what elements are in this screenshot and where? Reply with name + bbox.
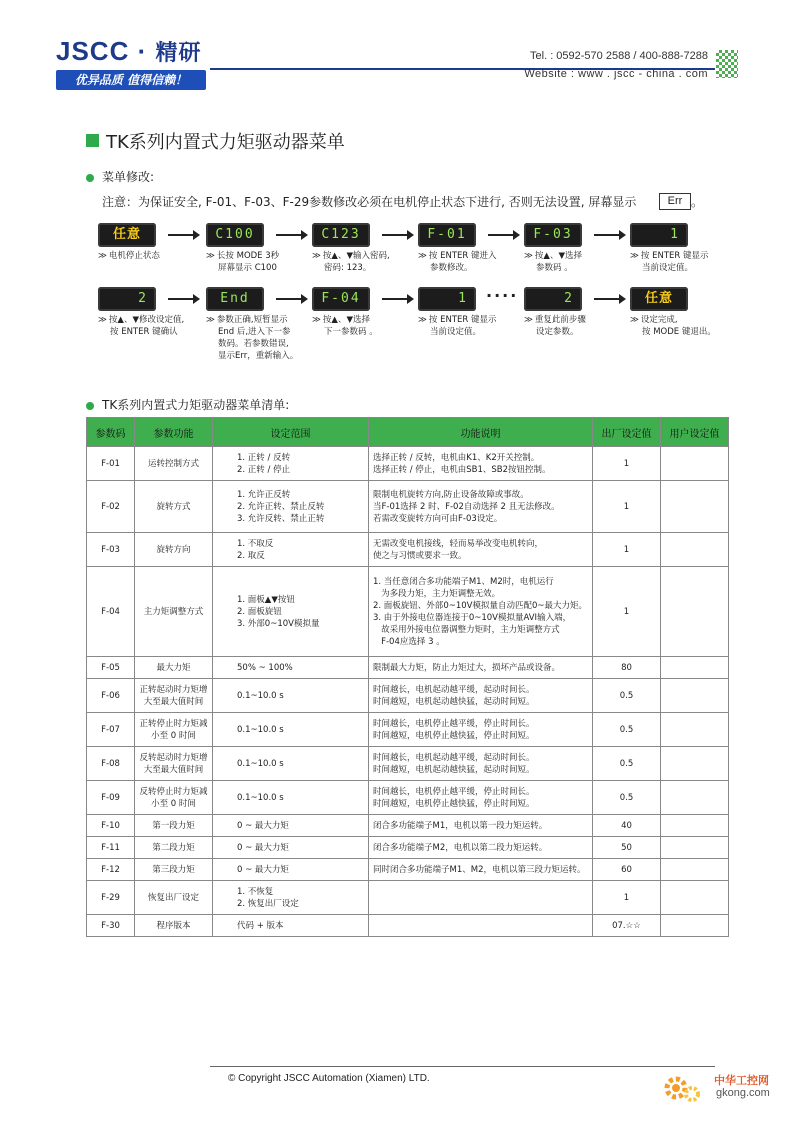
description-line: 限制电机旋转方向,防止设备故障或事故。 <box>373 489 529 500</box>
arrow-right-icon <box>276 298 306 300</box>
column-header: 用户设定值 <box>661 418 729 447</box>
cell-range <box>213 781 369 815</box>
flow-dots: ···· <box>486 286 519 305</box>
flow-caption <box>206 250 279 274</box>
range-line: 2. 取反 <box>237 550 265 561</box>
column-header: 参数功能 <box>135 418 213 447</box>
description-line: 闭合多功能端子M2，电机以第二段力矩运转。 <box>373 842 548 853</box>
description-line: 时间越长，电机起动越平缓，起动时间长。 <box>373 684 535 695</box>
arrow-right-icon <box>488 234 518 236</box>
chevron-right-icon: ≫ <box>630 315 639 325</box>
cell-range <box>213 837 369 859</box>
cell-user-value <box>661 859 729 881</box>
chevron-right-icon: ≫ <box>98 315 107 325</box>
cell-default: 50 <box>593 837 661 859</box>
cell-code: F-11 <box>87 837 135 859</box>
caption-line: 参数码 。 <box>536 263 573 273</box>
table-row <box>87 859 729 881</box>
description-line: 时间越长，电机停止越平缓，停止时间长。 <box>373 786 535 797</box>
cell-code: F-29 <box>87 881 135 915</box>
cell-default: 0.5 <box>593 679 661 713</box>
cell-range <box>213 815 369 837</box>
cell-range <box>213 533 369 567</box>
err-display-box: Err <box>659 193 691 210</box>
cell-function: 恢复出厂设定 <box>135 881 213 915</box>
cell-range <box>213 481 369 533</box>
cell-function: 旋转方向 <box>135 533 213 567</box>
cell-default: 40 <box>593 815 661 837</box>
table-header-row <box>87 418 729 447</box>
cell-default: 0.5 <box>593 713 661 747</box>
cell-description <box>369 859 593 881</box>
arrow-right-icon <box>276 234 306 236</box>
cell-code: F-01 <box>87 447 135 481</box>
cell-function: 正转停止时力矩减小至 0 时间 <box>135 713 213 747</box>
cell-default: 1 <box>593 533 661 567</box>
cell-code: F-07 <box>87 713 135 747</box>
range-line: 2. 允许正转、禁止反转 <box>237 501 325 512</box>
table-row <box>87 781 729 815</box>
column-header: 出厂设定值 <box>593 418 661 447</box>
caption-line: 按 MODE 键退出。 <box>642 327 716 337</box>
brand-logo <box>56 36 202 67</box>
range-line: 0 ~ 最大力矩 <box>237 842 289 853</box>
description-line: 时间越短，电机停止越快猛，停止时间短。 <box>373 798 535 809</box>
cell-description <box>369 781 593 815</box>
table-row <box>87 567 729 657</box>
table-row <box>87 915 729 937</box>
bullet-icon <box>86 402 94 410</box>
gear-icon <box>662 1072 702 1104</box>
column-header: 参数码 <box>87 418 135 447</box>
table-row <box>87 481 729 533</box>
cell-default: 07.☆☆ <box>593 915 661 937</box>
caption-line: 参数正确,短暂显示 <box>216 315 288 325</box>
flow-caption <box>418 250 497 274</box>
cell-user-value <box>661 481 729 533</box>
description-line: 时间越短，电机起动越快猛，起动时间短。 <box>373 696 535 707</box>
flow-caption <box>98 250 160 262</box>
caption-line: End 后,进入下一参 <box>218 327 291 337</box>
table-row <box>87 447 729 481</box>
cell-description <box>369 657 593 679</box>
cell-description <box>369 837 593 859</box>
range-line: 0.1~10.0 s <box>237 792 284 803</box>
cell-code: F-02 <box>87 481 135 533</box>
flow-caption <box>312 250 390 274</box>
caption-line: 按▲、▼输入密码, <box>322 251 390 261</box>
cell-default: 1 <box>593 881 661 915</box>
range-line: 1. 不取反 <box>237 538 274 549</box>
range-line: 1. 不恢复 <box>237 886 274 897</box>
cell-default: 1 <box>593 567 661 657</box>
description-line: 使之与习惯或要求一致。 <box>373 550 467 561</box>
description-line: 故采用外接电位器调整力矩时，主力矩调整方式 <box>373 624 560 635</box>
caption-line: 按 ENTER 键显示 <box>640 251 709 261</box>
cell-user-value <box>661 781 729 815</box>
cell-default: 0.5 <box>593 781 661 815</box>
range-line: 1. 允许正反转 <box>237 489 291 500</box>
title-square-icon <box>86 134 99 147</box>
safety-note: 注意：为保证安全, F-01、F-03、F-29参数修改必须在电机停止状态下进行, 否则无法设置, 屏幕显示 <box>102 195 637 209</box>
description-line: 选择正转 / 停止，电机由SB1、SB2按钮控制。 <box>373 464 551 475</box>
cell-user-value <box>661 657 729 679</box>
led-display: 2 <box>524 287 582 311</box>
chevron-right-icon: ≫ <box>206 251 215 261</box>
cell-function: 第一段力矩 <box>135 815 213 837</box>
description-line: 无需改变电机接线，轻而易举改变电机转向， <box>373 538 544 549</box>
cell-description <box>369 447 593 481</box>
arrow-right-icon <box>382 234 412 236</box>
cell-description <box>369 567 593 657</box>
caption-line: 下一参数码 。 <box>324 327 378 337</box>
menu-table <box>86 417 729 937</box>
chevron-right-icon: ≫ <box>418 315 427 325</box>
cell-description <box>369 815 593 837</box>
checker-pattern-icon <box>716 50 738 78</box>
chevron-right-icon: ≫ <box>206 315 215 325</box>
flow-caption <box>98 314 184 338</box>
table-row <box>87 837 729 859</box>
table-row <box>87 679 729 713</box>
cell-function: 反转起动时力矩增大至最大值时间 <box>135 747 213 781</box>
cell-range <box>213 747 369 781</box>
description-line: F-04应选择 3 。 <box>373 636 445 647</box>
cell-code: F-06 <box>87 679 135 713</box>
arrow-right-icon <box>382 298 412 300</box>
arrow-right-icon <box>168 298 198 300</box>
table-row <box>87 881 729 915</box>
chevron-right-icon: ≫ <box>524 251 533 261</box>
led-display: C123 <box>312 223 370 247</box>
cell-range <box>213 679 369 713</box>
cell-range <box>213 657 369 679</box>
caption-line: 设定完成, <box>640 315 678 325</box>
description-line: 限制最大力矩，防止力矩过大，损坏产品或设备。 <box>373 662 561 673</box>
cell-range <box>213 713 369 747</box>
cell-function: 主力矩调整方式 <box>135 567 213 657</box>
led-display: F-03 <box>524 223 582 247</box>
description-line: 3. 由于外接电位器连接于0~10V模拟量AVI输入端， <box>373 612 572 623</box>
cell-range <box>213 881 369 915</box>
arrow-right-icon <box>594 234 624 236</box>
cell-description <box>369 881 593 915</box>
copyright: © Copyright JSCC Automation (Xiamen) LTD. <box>228 1073 430 1084</box>
bullet-icon <box>86 174 94 182</box>
description-line: 当F-01选择 2 时、F-02自动选择 2 且无法修改。 <box>373 501 560 512</box>
cell-user-value <box>661 533 729 567</box>
flow-caption <box>312 314 378 338</box>
cell-user-value <box>661 837 729 859</box>
watermark-text: 中华工控网 <box>714 1074 769 1087</box>
column-header: 功能说明 <box>369 418 593 447</box>
caption-line: 屏幕显示 C100 <box>218 263 277 273</box>
caption-line: 按 ENTER 键显示 <box>428 315 497 325</box>
cell-code: F-09 <box>87 781 135 815</box>
caption-line: 数码。若参数错误, <box>218 339 289 349</box>
chevron-right-icon: ≫ <box>524 315 533 325</box>
led-display: End <box>206 287 264 311</box>
cell-description <box>369 481 593 533</box>
range-line: 3. 允许反转、禁止正转 <box>237 513 325 524</box>
cell-function: 运转控制方式 <box>135 447 213 481</box>
led-display: F-04 <box>312 287 370 311</box>
cell-user-value <box>661 447 729 481</box>
chevron-right-icon: ≫ <box>312 251 321 261</box>
table-row <box>87 747 729 781</box>
section-heading-menu-list: TK系列内置式力矩驱动器菜单清单: <box>102 398 290 412</box>
cell-code: F-10 <box>87 815 135 837</box>
cell-range <box>213 859 369 881</box>
table-row <box>87 533 729 567</box>
range-line: 50% ~ 100% <box>237 662 293 673</box>
led-display: 1 <box>630 223 688 247</box>
flow-caption <box>630 250 709 274</box>
caption-line: 按 ENTER 键进入 <box>428 251 497 261</box>
led-display: 任意 <box>630 287 688 311</box>
cell-default: 60 <box>593 859 661 881</box>
range-line: 代码 + 版本 <box>237 920 284 931</box>
table-row <box>87 713 729 747</box>
range-line: 2. 面板旋钮 <box>237 606 282 617</box>
column-header: 设定范围 <box>213 418 369 447</box>
cell-code: F-05 <box>87 657 135 679</box>
range-line: 0.1~10.0 s <box>237 690 284 701</box>
description-line: 时间越长，电机停止越平缓，停止时间长。 <box>373 718 535 729</box>
caption-line: 按▲、▼修改设定值, <box>108 315 185 325</box>
caption-line: 当前设定值。 <box>642 263 694 273</box>
caption-line: 设定参数。 <box>536 327 579 337</box>
range-line: 3. 外部0~10V模拟量 <box>237 618 320 629</box>
description-line: 同时闭合多功能端子M1、M2，电机以第三段力矩运转。 <box>373 864 586 875</box>
cell-user-value <box>661 567 729 657</box>
description-line: 若需改变旋转方向可由F-03设定。 <box>373 513 503 524</box>
description-line: 1. 当任意闭合多功能端子M1、M2时，电机运行 <box>373 576 554 587</box>
description-line: 2. 面板旋钮、外部0~10V模拟量自动匹配0~最大力矩。 <box>373 600 588 611</box>
led-display: 任意 <box>98 223 156 247</box>
cell-function: 第二段力矩 <box>135 837 213 859</box>
description-line: 为多段力矩，主力矩调整无效。 <box>373 588 501 599</box>
led-display: F-01 <box>418 223 476 247</box>
flow-caption <box>206 314 298 362</box>
cell-function: 第三段力矩 <box>135 859 213 881</box>
cell-default: 0.5 <box>593 747 661 781</box>
range-line: 2. 正转 / 停止 <box>237 464 291 475</box>
cell-function: 程序版本 <box>135 915 213 937</box>
brand-cn: 精研 <box>155 41 202 66</box>
caption-line: 按▲、▼选择 <box>322 315 370 325</box>
arrow-right-icon <box>168 234 198 236</box>
contact-tel: Tel. : 0592-570 2588 / 400-888-7288 <box>530 50 708 62</box>
flow-caption <box>630 314 716 338</box>
cell-default: 1 <box>593 447 661 481</box>
cell-function: 正转起动时力矩增大至最大值时间 <box>135 679 213 713</box>
contact-website: Website : www . jscc - china . com <box>524 68 708 80</box>
cell-range <box>213 447 369 481</box>
arrow-right-icon <box>594 298 624 300</box>
description-line: 时间越短，电机停止越快猛，停止时间短。 <box>373 730 535 741</box>
description-line: 选择正转 / 反转，电机由K1、K2开关控制。 <box>373 452 540 463</box>
cell-function: 旋转方式 <box>135 481 213 533</box>
cell-user-value <box>661 679 729 713</box>
safety-note-end: 。 <box>691 195 704 209</box>
range-line: 1. 面板▲▼按钮 <box>237 594 295 605</box>
chevron-right-icon: ≫ <box>630 251 639 261</box>
cell-code: F-12 <box>87 859 135 881</box>
cell-code: F-03 <box>87 533 135 567</box>
caption-line: 电机停止状态 <box>108 251 160 261</box>
page-title: TK系列内置式力矩驱动器菜单 <box>106 132 345 153</box>
cell-description <box>369 915 593 937</box>
cell-default: 1 <box>593 481 661 533</box>
cell-description <box>369 679 593 713</box>
cell-user-value <box>661 747 729 781</box>
cell-description <box>369 713 593 747</box>
flow-caption <box>524 250 582 274</box>
slogan-banner: 优异品质 值得信赖！ <box>56 70 206 90</box>
led-display: 1 <box>418 287 476 311</box>
cell-function: 最大力矩 <box>135 657 213 679</box>
table-row <box>87 657 729 679</box>
cell-user-value <box>661 713 729 747</box>
led-display: C100 <box>206 223 264 247</box>
caption-line: 显示Err，重新输入。 <box>218 351 299 361</box>
range-line: 0.1~10.0 s <box>237 758 284 769</box>
cell-description <box>369 747 593 781</box>
caption-line: 按▲、▼选择 <box>534 251 582 261</box>
watermark-url: gkong.com <box>716 1087 770 1099</box>
cell-user-value <box>661 915 729 937</box>
chevron-right-icon: ≫ <box>98 251 107 261</box>
caption-line: 长按 MODE 3秒 <box>216 251 280 261</box>
cell-range <box>213 915 369 937</box>
range-line: 0 ~ 最大力矩 <box>237 820 289 831</box>
cell-user-value <box>661 815 729 837</box>
cell-code: F-08 <box>87 747 135 781</box>
description-line: 时间越短，电机起动越快猛，起动时间短。 <box>373 764 535 775</box>
caption-line: 重复此前步骤 <box>534 315 586 325</box>
cell-user-value <box>661 881 729 915</box>
range-line: 0.1~10.0 s <box>237 724 284 735</box>
description-line: 时间越长，电机起动越平缓，起动时间长。 <box>373 752 535 763</box>
range-line: 2. 恢复出厂设定 <box>237 898 299 909</box>
description-line: 闭合多功能端子M1，电机以第一段力矩运转。 <box>373 820 548 831</box>
caption-line: 参数修改。 <box>430 263 473 273</box>
flow-caption <box>418 314 497 338</box>
chevron-right-icon: ≫ <box>312 315 321 325</box>
brand-latin: JSCC <box>56 36 130 66</box>
flow-caption <box>524 314 586 338</box>
led-display: 2 <box>98 287 156 311</box>
cell-code: F-04 <box>87 567 135 657</box>
chevron-right-icon: ≫ <box>418 251 427 261</box>
cell-default: 80 <box>593 657 661 679</box>
table-row <box>87 815 729 837</box>
range-line: 1. 正转 / 反转 <box>237 452 291 463</box>
brand-separator: · <box>137 36 148 66</box>
cell-function: 反转停止时力矩减小至 0 时间 <box>135 781 213 815</box>
cell-code: F-30 <box>87 915 135 937</box>
caption-line: 密码: 123。 <box>324 263 372 273</box>
caption-line: 按 ENTER 键确认 <box>110 327 178 337</box>
cell-range <box>213 567 369 657</box>
range-line: 0 ~ 最大力矩 <box>237 864 289 875</box>
cell-description <box>369 533 593 567</box>
section-heading-menu-edit: 菜单修改: <box>102 170 155 184</box>
footer-divider <box>210 1066 715 1067</box>
caption-line: 当前设定值。 <box>430 327 482 337</box>
